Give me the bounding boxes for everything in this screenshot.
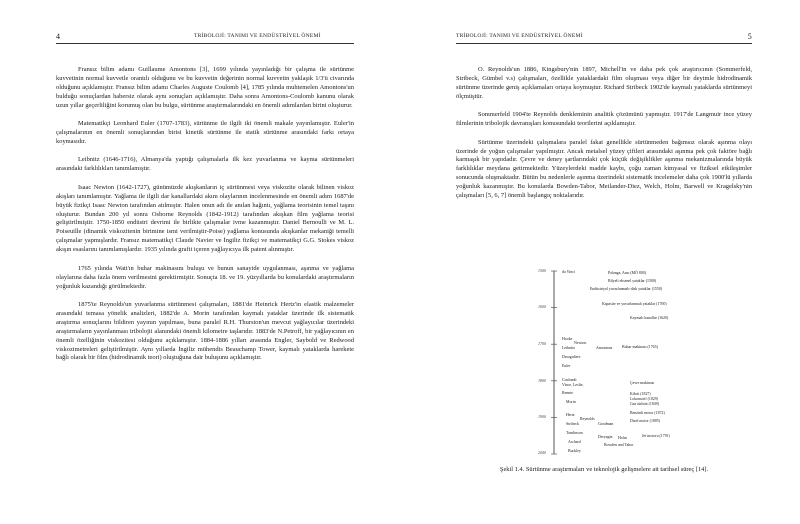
scientist-label: Morin [566,400,576,404]
left-text-column [56,66,354,373]
timeline-figure [538,268,708,458]
scientist-label: Buckley [568,449,581,453]
year-label: 1700 [538,341,546,346]
scientist-label: Newton [574,341,587,345]
figure-caption: Şekil 1.4. Sürtünme araştırmaları ve teknolojik gelişmelere ait tarihsel süreç [14]. [499,466,709,473]
technology-label: Kibrit (1827) [630,392,651,396]
technology-label: Gaz türbini (1849) [630,402,659,406]
paragraph-kingsbury: O. Reynolds'un 1886, Kingsbury'nin 1897, Michell'in ve daha pek çok araştırıcının (Sommerfeld, Stribeck, Gümbel v.s) çalışmaları, özellikle yataklardaki film oluşması veya diğer bir deyimle hidrodinamik sürtünme üzerinde geniş açıklamaları ortaya koymuştur. Richard Stribeck 1902'de kaymalı yataklarda sürtünmeyi ölçmüştür. [456,66,752,100]
technology-label: Jet motoru (1791) [642,434,670,438]
year-label: 2000 [538,450,546,455]
scientist-label: Coulomb [562,378,577,382]
technology-label: Lokomotif (1829) [630,397,658,401]
technology-label: Kapasite ve yuvarlanmalı yataklar (1700) [602,302,667,306]
left-header-rule [56,43,354,44]
timeline-axis-graphic [538,268,708,458]
technology-label: Çevre makinası [630,381,655,385]
scientist-label: Leibnitz [562,346,575,350]
scientist-label: Amontons [596,346,613,350]
scientist-label: Vince, Leslie, [562,383,584,387]
paragraph-newton: Isaac Newton (1642-1727), günümüzde akışkanların iç sürtünmesi veya viskozite olarak bilinen viskoz akışları tanımlamıştır. Yağlama ile ilgili dar kanallardaki akım olaylarının incelenmesinde en önemli adım 1687'de büyük fizikçi Isaac Newton tarafından atılmıştır. Halen onun adı ile anılan hağıntı, yağlama teorisinin temel taşını oluşturur. Bundan 200 yıl sonra Osborne Reynolds (1842-1912) tarafından akışkan film yağlama teorisi geliştirilmiştir. 1750-1850 endüstri devrimi ile birlikte çalışmalar ivme kazanmıştır. Daniel Bernoulli ve M. L. Poiseuille (dinamik viskozitenin birimine ismi verilmiştir-Poise) yağlama konusunda akışkanlar mekaniği temelli çalışmalar yapmışlardır. Fransız matematikçi Claude Navier ve İngiliz fizikçi ve matematikçi G.G. Stokes viskoz akışın esaslarını tanımlamışlardır. 1935 yılında grafit içeren yağlayıcıya ilk patent alınmıştır. [56,183,354,254]
technology-label: Bilyeli eksenel yataklar (1500) [608,279,657,283]
scientist-label: Desaguliers [562,355,581,359]
scientist-label: Holm [618,436,627,440]
scientist-label: Tomlinson [566,431,583,435]
paragraph-sommerfeld: Sommerfeld 1904'te Reynolds denkleminin analitik çözümünü yapmıştır. 1917'de Langmuir ince yüzey filmlerinin tribolojik davranışları konusundaki teorilerini açıklamıştır. [456,111,752,128]
left-running-title: TRİBOLOJİ: TANIMI VE ENDÜSTRİYEL ÖNEMİ [194,33,321,39]
right-page [400,0,800,524]
technology-label: Benzinli motor (1872) [630,411,665,415]
technology-label: Kaymalı kanallar (1620) [630,316,669,320]
right-page-header [456,33,752,43]
right-text-column [456,66,752,211]
scientist-label: Reynolds [580,417,595,421]
right-running-title: TRİBOLOJİ: TANIMI VE ENDÜSTRİYEL ÖNEMİ [456,33,583,39]
technology-label: Dizel motor (1885) [630,419,661,423]
paragraph-leibnitz: Leibnitz (1646-1716), Almanya'da yaptığı çalışmalarla ilk kez yuvarlanma ve kayma sürtünmeleri arasındaki farklılıkları tanımlamıştır. [56,156,354,173]
scientist-label: da Vinci [562,270,575,274]
paragraph-euler: Matematikçi Leonhard Euler (1707-1783), sürtünme ile ilgili iki önemli makale yayınlamıştır. Euler'in çalışmalarının en önemli sonuçlarından birisi kinetik sürtünme ile statik sürtünme arasındaki farkı ortaya koymasıdır. [56,120,354,145]
scientist-label: Goodman [598,422,614,426]
paragraph-amontons: Fransız bilim adamı Guillaume Amontons [3], 1699 yılında yayınladığı bir çalışma ile sürtünme kuvvetinin normal kuvvetle orantılı olduğunu ve bu kuvvetin değerinin normal kuvvetin yaklaşık 1/3'ü civarında olduğunu açıklamıştır. Fransız bilim adamı Charles Auguste Coulomb [4], 1785 yılında muhtemelen Amontons'un bulduğu sonuçlardan habersiz olarak aynı sonuçları açıklamıştır. Daha sonra Amontons-Coulomb kanunu olarak uzun yıllar geçerliliğini korumuş olan bu bulgu, sürtünme araştırmalarındaki en önemli adımlardan birini oluşturur. [56,66,354,109]
technology-label: Endüstriyel yuvarlanmalı-disk yataklar (1550) [590,287,663,291]
year-label: 1600 [538,304,546,309]
paragraph-reynolds-hertz: 1875'te Reynolds'un yuvarlanma sürtünmesi çalışmaları, 1881'de Heinrick Hertz'in elastik malzemeler arasındaki temasa yönelik analizleri, 1882'de A. Morin tarafından kaymalı yataklar üzerinde ilk sistematik araştırma sonuçlarını bildiren yayının yapılması, buna paralel R.H. Thurston'un mevcut yağlayıcılar üzerindeki araştırmaların yayınlanması tribolojii alanındaki önemli kilometre taşlarıdır. 1883'de N.Petroff, bir yağlayıcının en önemli özelliğinin viskozitesi olduğunu açıklamıştır. 1884-1886 yılları arasında Engler, Saybold ve Redwood viskozimetreleri geliştirilmiştir. Aynı yıllarda İngiliz mühendis Beauchamp Tower, kaymalı yataklarda harekete bağlı olarak bir film (hidrodinamik teori) oluştuğuna dair buluşunu açıklamıştır. [56,301,354,362]
scientist-label: Bowden and Tabor [604,443,634,447]
paragraph-watt: 1765 yılında Watt'ın buhar makinasını buluşu ve bunun sanayide uygulanması, aşınma ve yağlama olaylarına daha fazla önem verilmesini gerektirmiştir. Sonuçta 18. ve 19. yüzyıllarda bu konulardaki araştırmaların yoğunluk kazandığı görülmektedir. [56,264,354,290]
scientist-label: Stribeck [566,422,579,426]
right-page-number: 5 [747,32,752,41]
technology-label: Buhar makinası (1765) [622,345,658,349]
year-label: 1900 [538,414,546,419]
scientist-label: Deryagin [598,435,613,439]
scientist-label: Hooke [562,337,573,341]
year-label: 1800 [538,378,546,383]
right-header-rule [456,43,752,44]
year-label: 1500 [538,268,546,273]
left-page-number: 4 [56,32,61,41]
left-page-header [56,33,354,43]
paragraph-wear: Sürtünme üzerindeki çalışmalara paralel fakat genellikle sürtünmeden bağımsız olarak aşınma olayı üzerinde de yoğun çalışmalar yapılmıştır. Ancak metalsel yüzey çiftleri arasındaki aşınma pek çok faktöre bağlı karmaşık bir yapıdadır. Çevre ve deney şartlarındaki çok küçük değişiklikler aşınma mekanizmalarında büyük farklılıklar meydana getirmektedir. Yüzeylerdeki madde kaybı, çoğu zaman kimyasal ve fiziksel etkileşimler sonucunda oluşmaktadır. Bütün bu nedenlerle aşınma üzerindeki sistematik incelemeler daha çok 1900'lü yıllarda yoğunluk kazanmıştır. Bu konularda Bowden-Tabor, Meilander-Diez, Welch, Holm, Barwell ve Kragelsky'nin çalışmaları [5, 6, 7] önemli başlangıç noktalarıdır. [456,138,752,200]
scientist-label: Hertz [566,413,575,417]
technology-label: Palanga, Ansı (MÖ 800) [608,271,647,275]
scientist-label: Archard [568,440,581,444]
scientist-label: Rennie [562,391,574,395]
scientist-label: Euler [562,364,571,368]
